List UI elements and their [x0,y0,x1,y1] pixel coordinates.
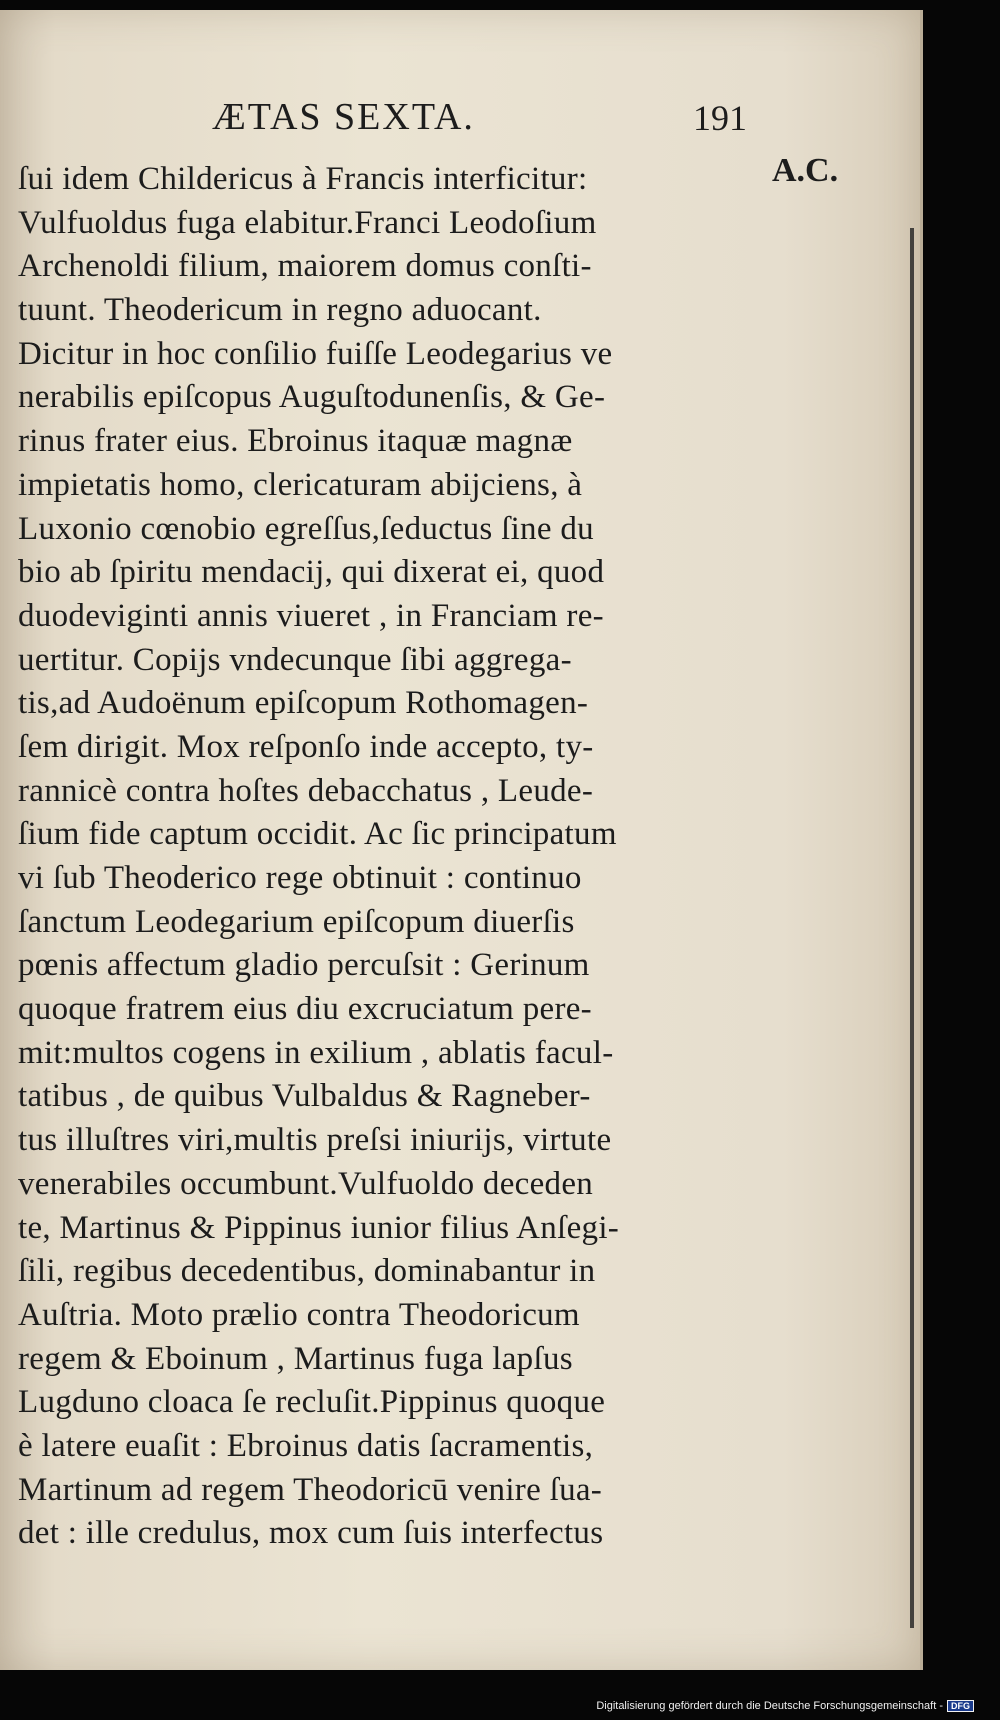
text-line: Luxonio cœnobio egreſſus,ſeductus ſine du [18,510,594,547]
page-number: 191 [693,98,747,138]
text-line: tis,ad Audoënum epiſcopum Rothomagen- [18,685,589,722]
text-line: det : ille credulus, mox cum ſuis interfectus [18,1515,604,1552]
digitization-credit [596,1700,974,1712]
text-line: venerabiles occumbunt.Vulfuoldo deceden [18,1165,594,1202]
text-line: tuunt. Theodericum in regno aduocant. [18,292,542,329]
text-line: ſili, regibus decedentibus, dominabantur in [18,1253,596,1290]
text-line: rinus frater eius. Ebroinus itaquæ magnæ [18,423,573,460]
text-line: pœnis affectum gladio percuſsit : Gerinum [18,947,590,984]
text-line: regem & Eboinum , Martinus fuga lapſus [18,1340,573,1377]
text-line: Archenoldi filium, maiorem domus conſti- [18,248,592,285]
book-page [0,10,923,1670]
text-line: impietatis homo, clericaturam abijciens, à [18,466,583,503]
text-line: tatibus , de quibus Vulbaldus & Ragneber- [18,1078,591,1115]
text-line: Lugduno cloaca ſe recluſit.Pippinus quoque [18,1384,606,1421]
text-line: Martinum ad regem Theodoricū venire ſua- [18,1471,603,1508]
page-header [0,95,920,145]
text-line: bio ab ſpiritu mendacij, qui dixerat ei, quod [18,554,605,591]
text-line: uertitur. Copijs vndecunque ſibi aggrega- [18,641,572,678]
text-line: ſui idem Childericus à Francis interficitur: [18,161,588,197]
text-line: rannicè contra hoſtes debacchatus , Leude- [18,772,594,809]
text-line: mit:multos cogens in exilium , ablatis facul- [18,1034,614,1071]
text-line: tus illuſtres viri,multis preſsi iniurijs, virtute [18,1122,612,1159]
text-line: ſem dirigit. Mox reſponſo inde accepto, ty- [18,728,594,765]
running-title: ÆTAS SEXTA. [212,96,475,138]
dfg-logo: DFG [947,1700,974,1712]
margin-rule [910,228,914,1628]
credit-text: Digitalisierung gefördert durch die Deutsche Forschungsgemeinschaft - [596,1700,943,1712]
text-line: te, Martinus & Pippinus iunior filius Anſegi- [18,1209,620,1246]
body-text [18,158,788,1556]
text-line: Auſtria. Moto prælio contra Theodoricum [18,1296,580,1333]
margin-note: A.C. [772,152,839,189]
text-line: Vulfuoldus fuga elabitur.Franci Leodoſium [18,204,597,241]
text-line: ſanctum Leodegarium epiſcopum diuerſis [18,903,575,940]
text-line: ſium fide captum occidit. Ac ſic principatum [18,816,617,853]
text-line: duodeviginti annis viueret , in Franciam re- [18,597,604,634]
text-line: nerabilis epiſcopus Auguſtodunenſis, & Ge- [18,379,606,416]
text-line: vi ſub Theoderico rege obtinuit : continuo [18,860,582,896]
text-line: è latere euaſit : Ebroinus datis ſacramentis, [18,1427,594,1464]
text-line: quoque fratrem eius diu excruciatum pere- [18,991,592,1028]
text-line: Dicitur in hoc conſilio fuiſſe Leodegarius ve [18,335,613,372]
